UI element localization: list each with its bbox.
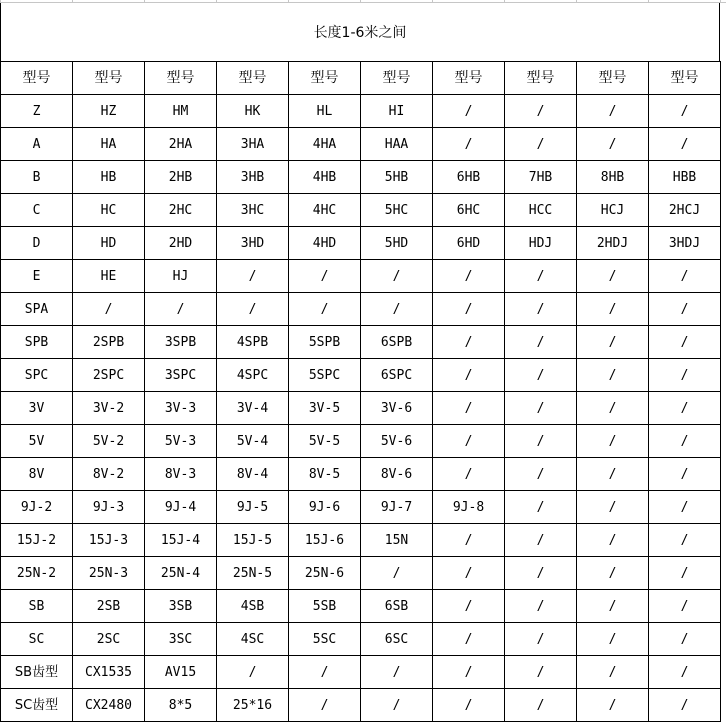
- table-row: [1, 590, 721, 623]
- variant-cell: /: [577, 557, 649, 590]
- table-row: [1, 194, 721, 227]
- variant-cell: /: [505, 128, 577, 161]
- variant-cell: CX2480: [73, 689, 145, 722]
- variant-cell: 3HD: [217, 227, 289, 260]
- variant-cell: /: [433, 425, 505, 458]
- variant-cell: 4SC: [217, 623, 289, 656]
- variant-cell: HK: [217, 95, 289, 128]
- variant-cell: 2HD: [145, 227, 217, 260]
- variant-cell: /: [649, 689, 721, 722]
- variant-cell: 5V-6: [361, 425, 433, 458]
- variant-cell: 15J-4: [145, 524, 217, 557]
- variant-cell: HL: [289, 95, 361, 128]
- table-row: [1, 359, 721, 392]
- variant-cell: /: [217, 656, 289, 689]
- variant-cell: /: [505, 392, 577, 425]
- variant-cell: /: [505, 359, 577, 392]
- table-row: [1, 425, 721, 458]
- variant-cell: 5HD: [361, 227, 433, 260]
- variant-cell: /: [289, 656, 361, 689]
- variant-cell: AV15: [145, 656, 217, 689]
- variant-cell: 6HD: [433, 227, 505, 260]
- variant-cell: HCC: [505, 194, 577, 227]
- variant-cell: 25N-5: [217, 557, 289, 590]
- variant-cell: HC: [73, 194, 145, 227]
- variant-cell: /: [577, 95, 649, 128]
- variant-cell: /: [577, 590, 649, 623]
- variant-cell: /: [505, 458, 577, 491]
- variant-cell: 9J-4: [145, 491, 217, 524]
- variant-cell: /: [649, 458, 721, 491]
- variant-cell: 8V-6: [361, 458, 433, 491]
- table-row: [1, 128, 721, 161]
- table-row: [1, 623, 721, 656]
- variant-cell: /: [649, 326, 721, 359]
- variant-cell: 2SPC: [73, 359, 145, 392]
- variant-cell: 5SPB: [289, 326, 361, 359]
- header-cell: 型号: [649, 62, 721, 95]
- header-cell: 型号: [361, 62, 433, 95]
- header-cell: 型号: [289, 62, 361, 95]
- variant-cell: HDJ: [505, 227, 577, 260]
- variant-cell: 3SC: [145, 623, 217, 656]
- variant-cell: 9J-5: [217, 491, 289, 524]
- variant-cell: /: [433, 656, 505, 689]
- variant-cell: /: [649, 392, 721, 425]
- variant-cell: 3V-5: [289, 392, 361, 425]
- variant-cell: /: [361, 656, 433, 689]
- variant-cell: 2HC: [145, 194, 217, 227]
- table-title: 长度1-6米之间: [0, 3, 720, 61]
- model-cell: C: [1, 194, 73, 227]
- variant-cell: 9J-6: [289, 491, 361, 524]
- table-row: [1, 656, 721, 689]
- variant-cell: 5SB: [289, 590, 361, 623]
- variant-cell: /: [361, 293, 433, 326]
- variant-cell: 3V-4: [217, 392, 289, 425]
- variant-cell: /: [649, 590, 721, 623]
- variant-cell: /: [505, 260, 577, 293]
- variant-cell: 6SPB: [361, 326, 433, 359]
- header-cell: 型号: [73, 62, 145, 95]
- variant-cell: HZ: [73, 95, 145, 128]
- variant-cell: /: [649, 359, 721, 392]
- variant-cell: 5V-2: [73, 425, 145, 458]
- model-cell: SPB: [1, 326, 73, 359]
- header-cell: 型号: [217, 62, 289, 95]
- variant-cell: /: [505, 689, 577, 722]
- variant-cell: /: [649, 95, 721, 128]
- variant-cell: /: [433, 95, 505, 128]
- variant-cell: 5SPC: [289, 359, 361, 392]
- variant-cell: /: [577, 491, 649, 524]
- model-cell: SPA: [1, 293, 73, 326]
- variant-cell: 15J-6: [289, 524, 361, 557]
- variant-cell: HBB: [649, 161, 721, 194]
- variant-cell: HD: [73, 227, 145, 260]
- variant-cell: 2SB: [73, 590, 145, 623]
- variant-cell: 6SB: [361, 590, 433, 623]
- variant-cell: /: [289, 260, 361, 293]
- table-row: [1, 95, 721, 128]
- model-cell: 25N-2: [1, 557, 73, 590]
- variant-cell: 25*16: [217, 689, 289, 722]
- variant-cell: 3HB: [217, 161, 289, 194]
- variant-cell: /: [577, 458, 649, 491]
- model-cell: E: [1, 260, 73, 293]
- variant-cell: /: [433, 293, 505, 326]
- variant-cell: 8V-4: [217, 458, 289, 491]
- variant-cell: 4HB: [289, 161, 361, 194]
- variant-cell: 3SPC: [145, 359, 217, 392]
- header-cell: 型号: [1, 62, 73, 95]
- table-row: [1, 293, 721, 326]
- variant-cell: /: [505, 491, 577, 524]
- table-row: [1, 260, 721, 293]
- variant-cell: 2HA: [145, 128, 217, 161]
- variant-cell: /: [433, 326, 505, 359]
- model-cell: 9J-2: [1, 491, 73, 524]
- variant-cell: CX1535: [73, 656, 145, 689]
- variant-cell: /: [505, 425, 577, 458]
- variant-cell: /: [577, 326, 649, 359]
- variant-cell: /: [505, 557, 577, 590]
- variant-cell: /: [433, 458, 505, 491]
- variant-cell: /: [505, 623, 577, 656]
- variant-cell: /: [649, 656, 721, 689]
- variant-cell: 7HB: [505, 161, 577, 194]
- variant-cell: /: [217, 260, 289, 293]
- variant-cell: HE: [73, 260, 145, 293]
- model-cell: 3V: [1, 392, 73, 425]
- variant-cell: /: [433, 689, 505, 722]
- variant-cell: 3V-6: [361, 392, 433, 425]
- header-row: [1, 62, 721, 95]
- model-cell: SB齿型: [1, 656, 73, 689]
- variant-cell: 6SC: [361, 623, 433, 656]
- variant-cell: 25N-4: [145, 557, 217, 590]
- model-cell: 8V: [1, 458, 73, 491]
- variant-cell: 5HC: [361, 194, 433, 227]
- variant-cell: /: [577, 689, 649, 722]
- column-boundary-tick: [720, 0, 721, 3]
- variant-cell: HB: [73, 161, 145, 194]
- variant-cell: 4SPC: [217, 359, 289, 392]
- variant-cell: /: [433, 392, 505, 425]
- variant-cell: 6SPC: [361, 359, 433, 392]
- variant-cell: /: [433, 128, 505, 161]
- variant-cell: 3SB: [145, 590, 217, 623]
- variant-cell: 5V-3: [145, 425, 217, 458]
- variant-cell: /: [577, 359, 649, 392]
- variant-cell: 25N-6: [289, 557, 361, 590]
- model-cell: SB: [1, 590, 73, 623]
- variant-cell: /: [649, 293, 721, 326]
- variant-cell: /: [145, 293, 217, 326]
- table-row: [1, 491, 721, 524]
- variant-cell: 4SB: [217, 590, 289, 623]
- variant-cell: HI: [361, 95, 433, 128]
- variant-cell: /: [505, 656, 577, 689]
- model-cell: 5V: [1, 425, 73, 458]
- header-cell: 型号: [145, 62, 217, 95]
- variant-cell: 3HDJ: [649, 227, 721, 260]
- variant-cell: /: [577, 524, 649, 557]
- variant-cell: 2HCJ: [649, 194, 721, 227]
- table-row: [1, 326, 721, 359]
- table-row: [1, 524, 721, 557]
- variant-cell: 3SPB: [145, 326, 217, 359]
- model-cell: 15J-2: [1, 524, 73, 557]
- variant-cell: /: [649, 128, 721, 161]
- variant-cell: /: [577, 425, 649, 458]
- table-row: [1, 458, 721, 491]
- variant-cell: /: [505, 95, 577, 128]
- variant-cell: 8V-2: [73, 458, 145, 491]
- variant-cell: 15J-5: [217, 524, 289, 557]
- table-row: [1, 227, 721, 260]
- variant-cell: 3HA: [217, 128, 289, 161]
- variant-cell: /: [289, 689, 361, 722]
- variant-cell: /: [217, 293, 289, 326]
- variant-cell: 3V-3: [145, 392, 217, 425]
- variant-cell: 8*5: [145, 689, 217, 722]
- variant-cell: 5V-5: [289, 425, 361, 458]
- variant-cell: 4SPB: [217, 326, 289, 359]
- variant-cell: /: [433, 524, 505, 557]
- variant-cell: 8V-3: [145, 458, 217, 491]
- variant-cell: 3HC: [217, 194, 289, 227]
- table-row: [1, 557, 721, 590]
- table-row: [1, 161, 721, 194]
- variant-cell: /: [649, 491, 721, 524]
- variant-cell: 4HD: [289, 227, 361, 260]
- variant-cell: /: [505, 326, 577, 359]
- variant-cell: /: [505, 524, 577, 557]
- variant-cell: /: [433, 260, 505, 293]
- variant-cell: 5V-4: [217, 425, 289, 458]
- variant-cell: /: [505, 590, 577, 623]
- variant-cell: /: [577, 260, 649, 293]
- variant-cell: /: [433, 557, 505, 590]
- variant-cell: 9J-3: [73, 491, 145, 524]
- variant-cell: /: [649, 524, 721, 557]
- variant-cell: /: [577, 656, 649, 689]
- variant-cell: 4HA: [289, 128, 361, 161]
- variant-cell: /: [577, 128, 649, 161]
- variant-cell: 8HB: [577, 161, 649, 194]
- variant-cell: 4HC: [289, 194, 361, 227]
- model-cell: Z: [1, 95, 73, 128]
- variant-cell: 2SC: [73, 623, 145, 656]
- variant-cell: HA: [73, 128, 145, 161]
- variant-cell: HCJ: [577, 194, 649, 227]
- model-table: [0, 61, 721, 722]
- variant-cell: /: [433, 623, 505, 656]
- variant-cell: /: [649, 623, 721, 656]
- table-body: [1, 62, 721, 722]
- variant-cell: 6HB: [433, 161, 505, 194]
- variant-cell: 15N: [361, 524, 433, 557]
- variant-cell: /: [577, 293, 649, 326]
- variant-cell: 9J-7: [361, 491, 433, 524]
- variant-cell: 2HB: [145, 161, 217, 194]
- model-cell: SC齿型: [1, 689, 73, 722]
- variant-cell: 15J-3: [73, 524, 145, 557]
- variant-cell: 3V-2: [73, 392, 145, 425]
- variant-cell: 9J-8: [433, 491, 505, 524]
- header-cell: 型号: [577, 62, 649, 95]
- variant-cell: /: [649, 557, 721, 590]
- variant-cell: HJ: [145, 260, 217, 293]
- variant-cell: /: [361, 557, 433, 590]
- variant-cell: 2SPB: [73, 326, 145, 359]
- model-cell: A: [1, 128, 73, 161]
- variant-cell: /: [649, 425, 721, 458]
- variant-cell: /: [433, 590, 505, 623]
- model-cell: SC: [1, 623, 73, 656]
- variant-cell: 6HC: [433, 194, 505, 227]
- variant-cell: /: [505, 293, 577, 326]
- variant-cell: HAA: [361, 128, 433, 161]
- table-row: [1, 689, 721, 722]
- table-row: [1, 392, 721, 425]
- variant-cell: 5HB: [361, 161, 433, 194]
- variant-cell: /: [361, 689, 433, 722]
- variant-cell: 5SC: [289, 623, 361, 656]
- variant-cell: 25N-3: [73, 557, 145, 590]
- variant-cell: HM: [145, 95, 217, 128]
- variant-cell: /: [577, 623, 649, 656]
- variant-cell: 2HDJ: [577, 227, 649, 260]
- variant-cell: /: [577, 392, 649, 425]
- variant-cell: /: [649, 260, 721, 293]
- variant-cell: 8V-5: [289, 458, 361, 491]
- variant-cell: /: [289, 293, 361, 326]
- variant-cell: /: [433, 359, 505, 392]
- header-cell: 型号: [505, 62, 577, 95]
- header-cell: 型号: [433, 62, 505, 95]
- model-cell: SPC: [1, 359, 73, 392]
- model-cell: D: [1, 227, 73, 260]
- variant-cell: /: [361, 260, 433, 293]
- variant-cell: /: [73, 293, 145, 326]
- model-cell: B: [1, 161, 73, 194]
